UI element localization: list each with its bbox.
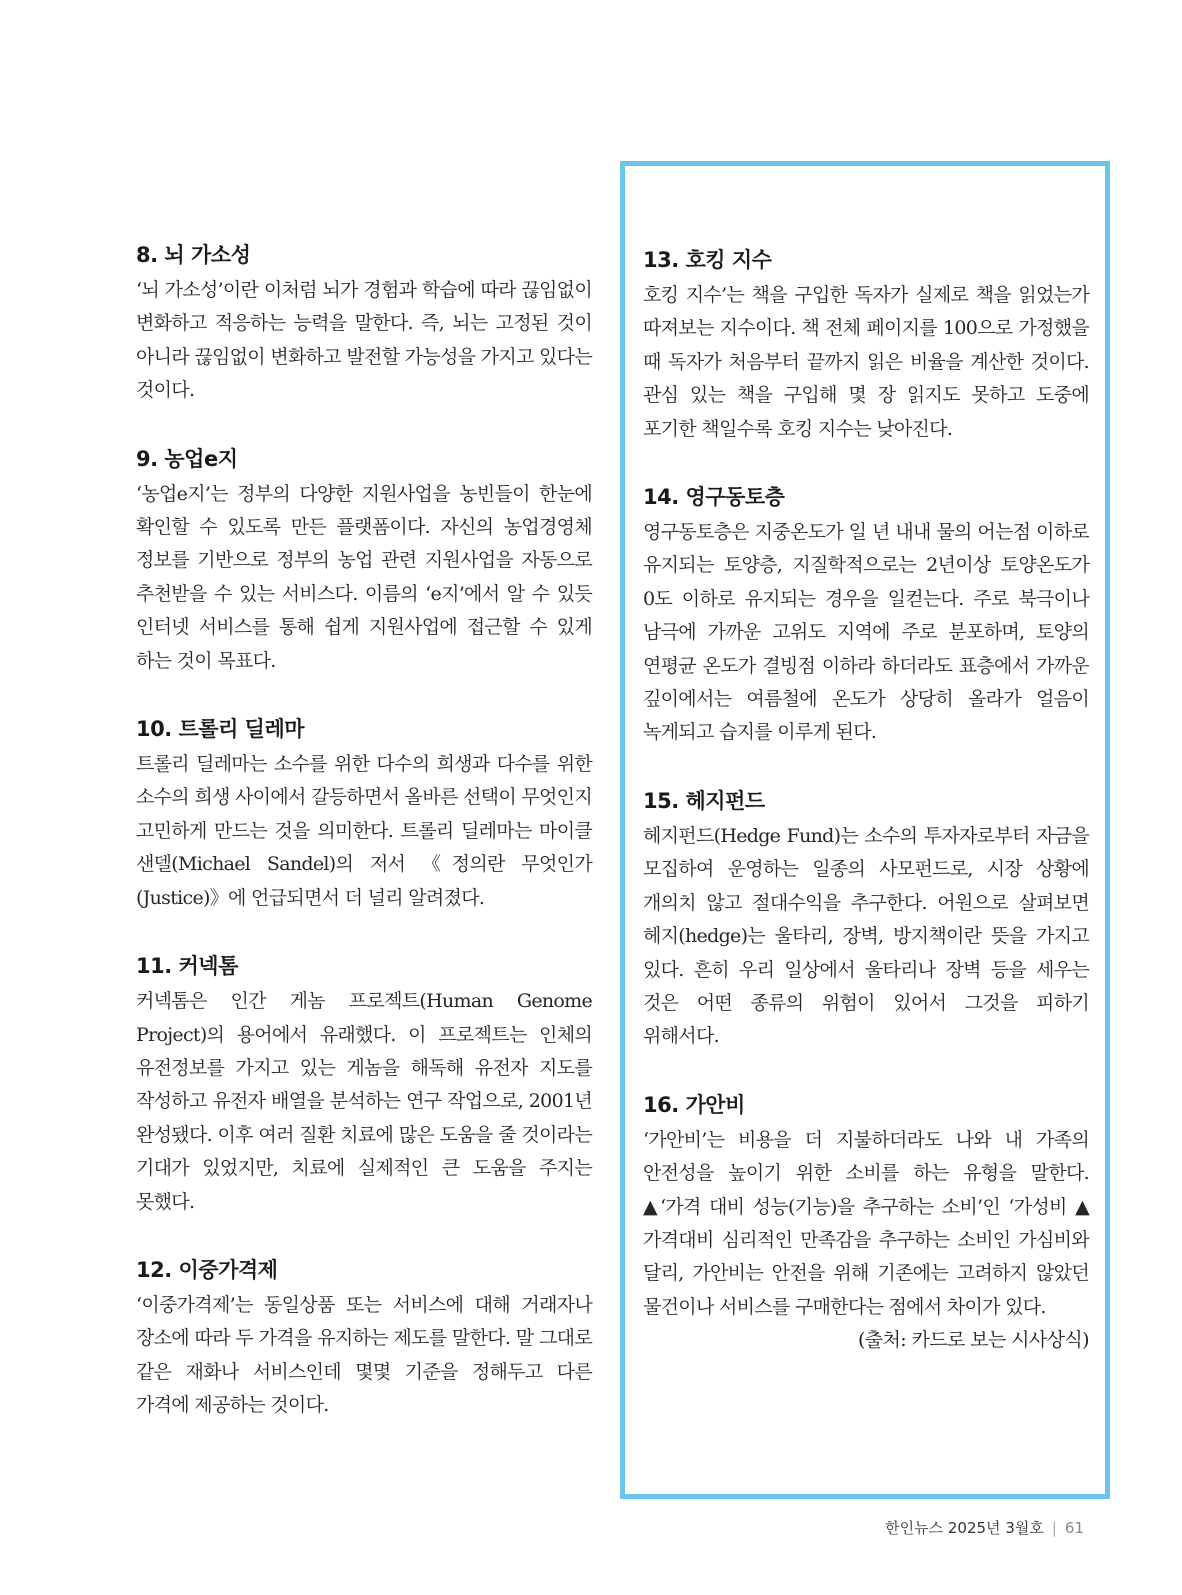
section-dual-pricing [136, 1255, 592, 1423]
section-body: 트롤리 딜레마는 소수를 위한 다수의 희생과 다수를 위한 소수의 희생 사이에서 갈등하면서 올바른 선택이 무엇인지 고민하게 만드는 것을 의미한다. 트롤리 딜레마는 마이클 샌델(Michael Sandel)의 저서 《정의란 무엇인가(Justice)》에 언급되면서 더 널리 알려졌다. [136, 753, 592, 909]
section-body: 호킹 지수’는 책을 구입한 독자가 실제로 책을 읽었는가 따져보는 지수이다. 책 전체 페이지를 100으로 가정했을 때 독자가 처음부터 끝까지 읽은 비율을 계산한 것이다. 관심 있는 책을 구입해 몇 장 읽지도 못하고 도중에 포기한 책일수록 호킹 지수는 낮아진다. [643, 284, 1089, 440]
page-number: 61 [1064, 1519, 1084, 1537]
section-permafrost [643, 482, 1089, 750]
section-hawking-index [643, 245, 1089, 446]
right-column [643, 245, 1089, 1357]
section-heading: 8. 뇌 가소성 [136, 243, 251, 267]
section-heading: 11. 커넥톰 [136, 954, 238, 979]
section-heading: 12. 이중가격제 [136, 1257, 278, 1282]
section-brain-plasticity [136, 240, 592, 408]
section-heading: 15. 헤지펀드 [643, 788, 765, 813]
left-column [136, 240, 592, 1459]
section-connectome [136, 951, 592, 1219]
section-body: ‘뇌 가소성’이란 이처럼 뇌가 경험과 학습에 따라 끊임없이 변화하고 적응하는 능력을 말한다. 즉, 뇌는 고정된 것이 아니라 끊임없이 변화하고 발전할 가능성을 가지고 있다는 것이다. [136, 279, 592, 402]
section-heading: 16. 가안비 [643, 1092, 745, 1117]
footer-separator: | [1051, 1519, 1057, 1537]
section-body: ‘농업e지’는 정부의 다양한 지원사업을 농빈들이 한눈에 확인할 수 있도록 만든 플랫폼이다. 자신의 농업경영체 정보를 기반으로 정부의 농업 관련 지원사업을 자동으로 추천받을 수 있는 서비스다. 이름의 ‘e지’에서 알 수 있듯 인터넷 서비스를 통해 쉽게 지원사업에 접근할 수 있게 하는 것이 목표다. [136, 482, 592, 672]
section-farm-e-ji [136, 444, 592, 678]
section-body: 헤지펀드(Hedge Fund)는 소수의 투자자로부터 자금을 모집하여 운영하는 일종의 사모펀드로, 시장 상황에 개의치 않고 절대수익을 추구한다. 어원으로 살펴보면 헤지(hedge)는 울타리, 장벽, 방지책이란 뜻을 가지고 있다. 흔히 우리 일상에서 울타리나 장벽 등을 세우는 것은 어떤 종류의 위험이 있어서 그것을 피하기 위해서다. [643, 824, 1089, 1048]
page-footer [885, 1517, 1084, 1538]
publication-name: 한인뉴스 2025년 3월호 [885, 1519, 1044, 1537]
highlight-box [620, 161, 1110, 1499]
section-body: ‘이중가격제’는 동일상품 또는 서비스에 대해 거래자나 장소에 따라 두 가격을 유지하는 제도를 말한다. 말 그대로 같은 재화나 서비스인데 몇몇 기준을 정해두고 다른 가격에 제공하는 것이다. [136, 1293, 592, 1417]
source-citation: (출처: 카드로 보는 시사상식) [857, 1329, 1089, 1352]
section-body: ‘가안비’는 비용을 더 지불하더라도 나와 내 가족의 안전성을 높이기 위한 소비를 하는 유형을 말한다. ▲‘가격 대비 성능(기능)을 추구하는 소비’인 ‘가성비 ▲가격대비 심리적인 만족감을 추구하는 소비인 가심비와 달리, 가안비는 안전을 위해 기존에는 고려하지 않았던 물건이나 서비스를 구매한다는 점에서 차이가 있다. [643, 1128, 1089, 1318]
section-heading: 9. 농업e지 [136, 446, 238, 471]
section-body: 영구동토층은 지중온도가 일 년 내내 물의 어는점 이하로 유지되는 토양층, 지질학적으로는 2년이상 토양온도가 0도 이하로 유지되는 경우을 일컫는다. 주로 북극이나 남극에 가까운 고위도 지역에 주로 분포하며, 토양의 연평균 온도가 결빙점 이하라 하더라도 표층에서 가까운 깊이에서는 여름철에 온도가 상당히 올라가 얼음이 녹게되고 습지를 이루게 된다. [643, 521, 1089, 744]
section-heading: 14. 영구동토층 [643, 485, 785, 510]
section-hedge-fund [643, 786, 1089, 1054]
section-gaanbi [643, 1090, 1089, 1357]
section-heading: 13. 호킹 지수 [643, 248, 772, 272]
section-body: 커넥톰은 인간 게놈 프로젝트(Human Genome Project)의 용어에서 유래했다. 이 프로젝트는 인체의 유전정보를 가지고 있는 게놈을 해독해 유전자 지도를 작성하고 유전자 배열을 분석하는 연구 작업으로, 2001년 완성됐다. 이후 여러 질환 치료에 많은 도움을 줄 것이라는 기대가 있었지만, 치료에 실제적인 큰 도움을 주지는 못했다. [136, 990, 592, 1213]
section-trolley-dilemma [136, 714, 592, 915]
section-heading: 10. 트롤리 딜레마 [136, 717, 305, 742]
